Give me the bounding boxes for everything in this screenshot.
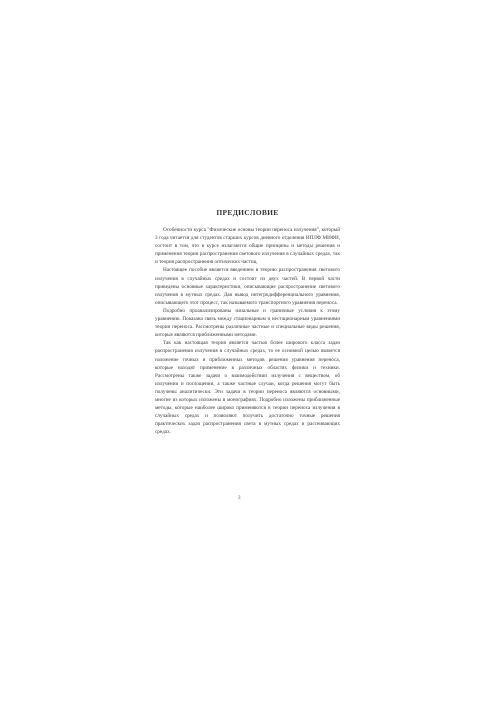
paragraph: Особенности курса "Физические основы теории переноса излучения", который 3 года читается для студентов старших курсов дневного отделения ИПЛФ МИФИ, состоит в том, что в курсе излагаются общие принципы и методы решения и применения теории распространения светового излучения в случайных средах, так и теория распространения оптических частиц.: [155, 227, 340, 266]
paragraph: Подробно проанализированы начальные и граничные условия к этому уравнению. Показана связь между стационарным и нестационарным уравнениями теории переноса. Рассмотрены различные частные и специальные виды решения, которые являются приближенными методами.: [155, 307, 340, 339]
paragraph: Так как настоящая теория является частью более широкого класса задач распространения излучения в случайных средах, то ее основной целью является изложение точных и приближенных методов решения уравнения переноса, которые находят применение в различных областях физики и техники. Рассмотрены также задачи о взаимодействии излучения с веществом, об излучении и поглощении, а также частные случаи, когда решения могут быть получены аналитически. Эти задачи в теории переноса являются основными, многие из которых изложены в монографиях. Подробно изложены приближенные методы, которые наиболее широко применяются в теории переноса излучения в случайных средах и позволяют получить достаточно точные решения практических задач распространения света в мутных средах и рассеивающих средах.: [155, 340, 340, 436]
page-heading: ПРЕДИСЛОВИЕ: [216, 208, 279, 217]
paragraph: Настоящее пособие является введением в теорию распространения светового излучения в случайных средах и состоит из двух частей. В первой части приведены основные характеристики, описывающие распространение светового излучения в мутных средах. Дан вывод интегродифференциального уравнения, описывающего этот процесс, так называемого транспортного уравнения переноса.: [155, 267, 340, 306]
text-block: [155, 208, 340, 436]
page-number: 3: [238, 496, 241, 501]
